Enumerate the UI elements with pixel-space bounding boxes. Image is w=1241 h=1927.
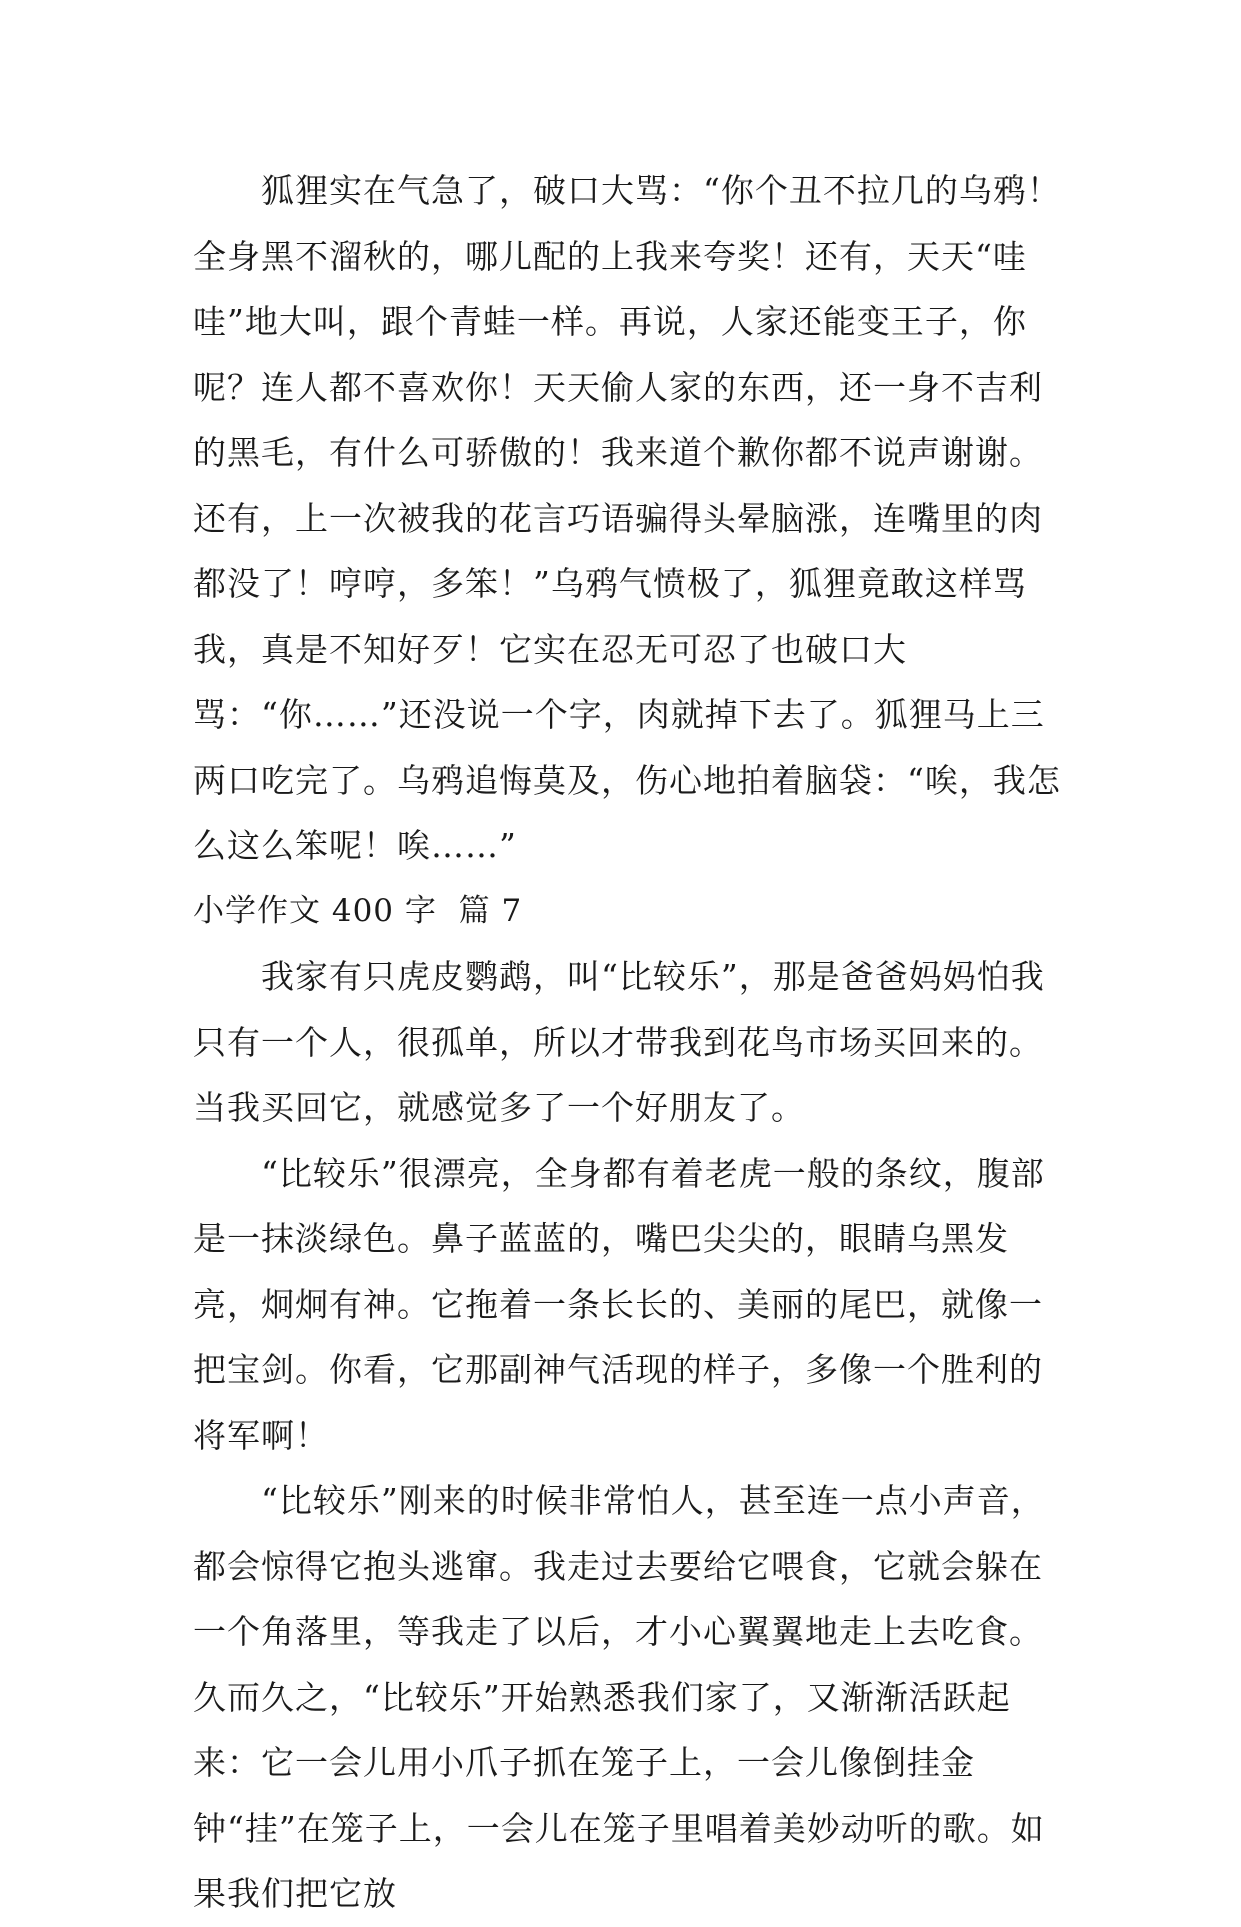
paragraph-parrot-appearance: “比较乐”很漂亮，全身都有着老虎一般的条纹，腹部是一抹淡绿色。鼻子蓝蓝的，嘴巴尖尖的，眼睛乌黑发亮，炯炯有神。它拖着一条长长的、美丽的尾巴，就像一把宝剑。你看，它那副神气活现的样子，多像一个胜利的将军啊！ — [193, 1153, 1045, 1455]
paragraph-fox-scolds-crow: 狐狸实在气急了，破口大骂：“你个丑不拉几的乌鸦！全身黑不溜秋的，哪儿配的上我来夸奖！还有，天天“哇哇”地大叫，跟个青蛙一样。再说，人家还能变王子，你呢？连人都不喜欢你！天天偷人家的东西，还一身不吉利的黑毛，有什么可骄傲的！我来道个歉你都不说声谢谢。还有，上一次被我的花言巧语骗得头晕脑涨，连嘴里的肉都没了！哼哼，多笨！”乌鸦气愤极了，狐狸竟敢这样骂我，真是不知好歹！它实在忍无可忍了也破口大骂：“你……”还没说一个字，肉就掉下去了。狐狸马上三两口吃完了。乌鸦追悔莫及，伤心地拍着脑袋：“唉，我怎么这么笨呢！唉……” — [193, 171, 1061, 865]
document-body — [193, 158, 1073, 1927]
section-heading: 小学作文 400 字 篇 7 — [193, 892, 523, 929]
paragraph-parrot-behavior: “比较乐”刚来的时候非常怕人，甚至连一点小声音，都会惊得它抱头逃窜。我走过去要给它喂食，它就会躲在一个角落里，等我走了以后，才小心翼翼地走上去吃食。久而久之，“比较乐”开始熟悉我们家了，又渐渐活跃起来：它一会儿用小爪子抓在笼子上，一会儿像倒挂金钟“挂”在笼子上，一会儿在笼子里唱着美妙动听的歌。如果我们把它放 — [193, 1481, 1045, 1913]
paragraph-parrot-intro: 我家有只虎皮鹦鹉，叫“比较乐”，那是爸爸妈妈怕我只有一个人，很孤单，所以才带我到花鸟市场买回来的。当我买回它，就感觉多了一个好朋友了。 — [193, 957, 1045, 1127]
